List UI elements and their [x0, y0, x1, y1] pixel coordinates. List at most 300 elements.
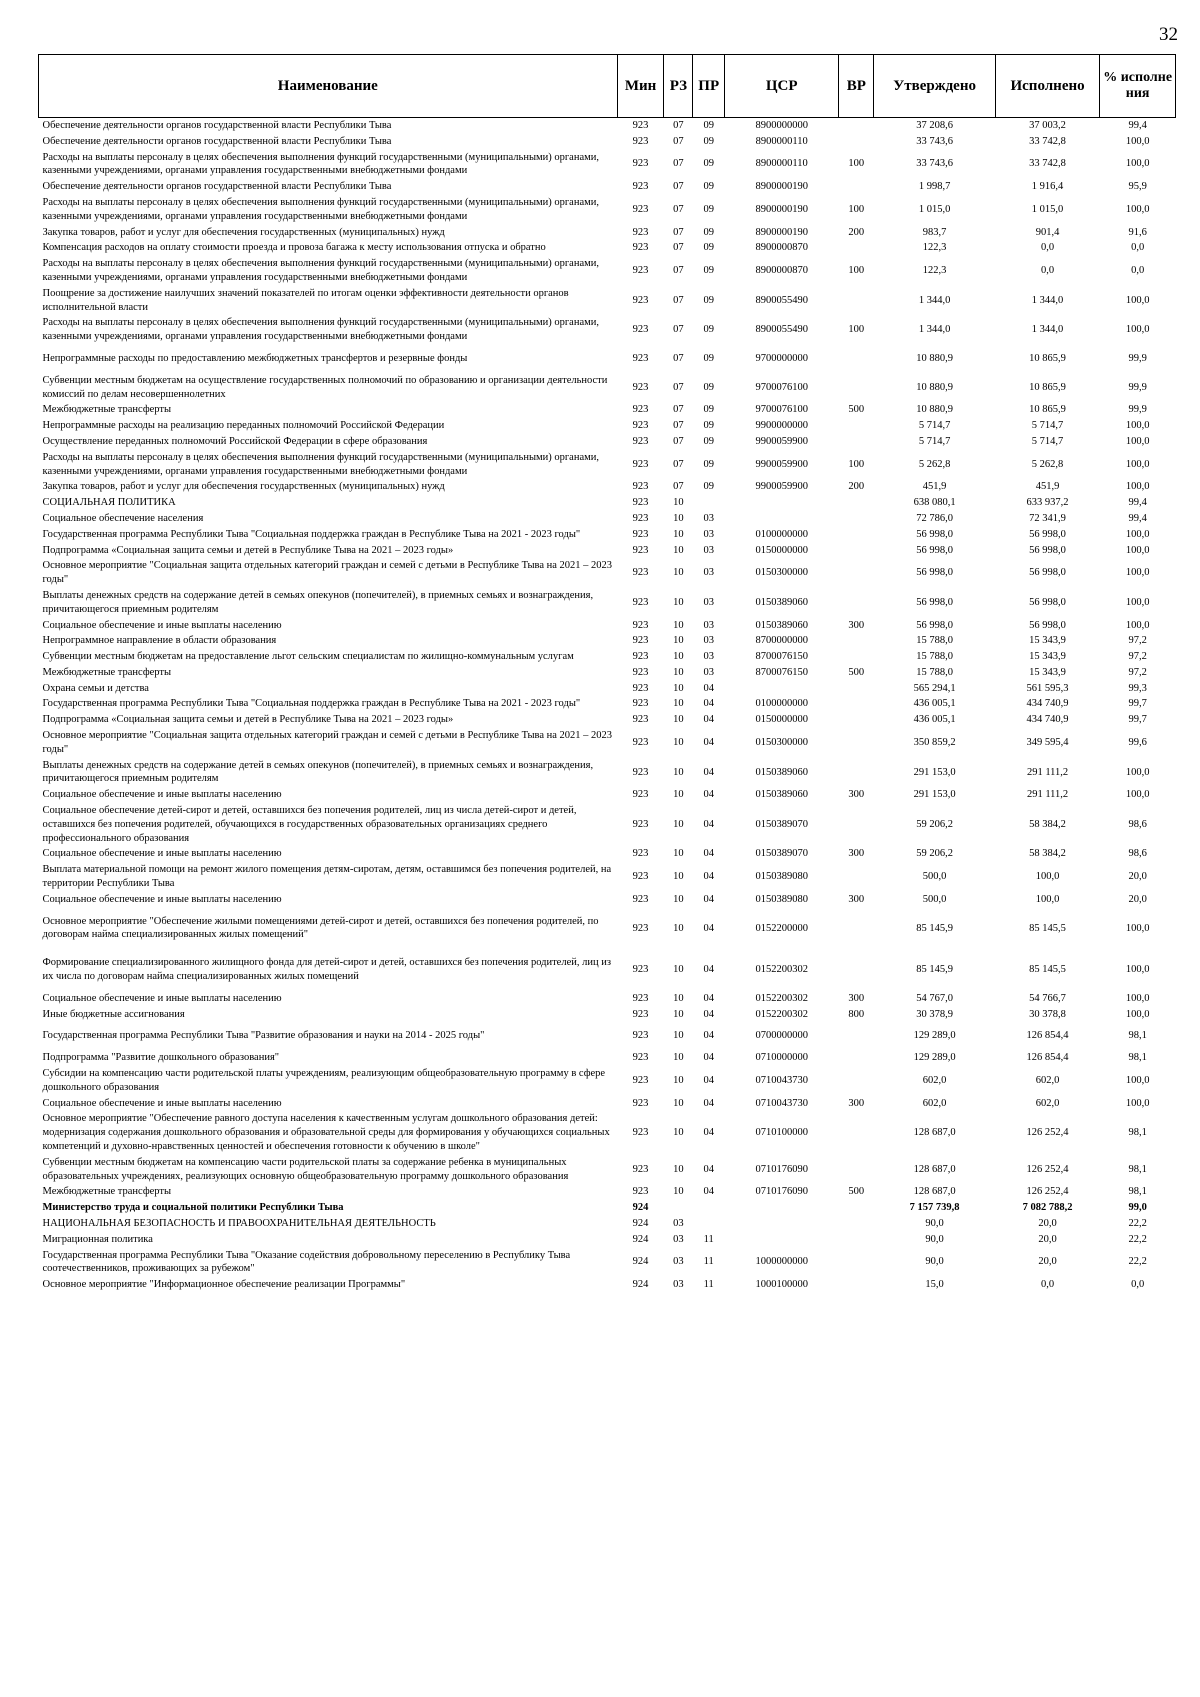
- row-pr: 04: [703, 848, 714, 860]
- row-approved: 90,0: [925, 1217, 944, 1229]
- row-pr: 04: [703, 922, 714, 934]
- row-executed: 126 252,4: [1026, 1127, 1069, 1139]
- row-approved: 15 788,0: [916, 666, 953, 678]
- row-percent: 100,0: [1125, 789, 1150, 801]
- row-csr: 0152200302: [755, 1008, 808, 1020]
- row-min: 923: [632, 1052, 649, 1064]
- row-csr: 0710100000: [755, 1127, 808, 1139]
- row-csr: 8900000870: [755, 242, 808, 254]
- row-vr: [839, 373, 874, 403]
- row-min: 923: [632, 544, 649, 556]
- row-name: Закупка товаров, работ и услуг для обеспечения государственных (муниципальных) нужд: [42, 481, 445, 493]
- row-csr: 0150000000: [755, 714, 808, 726]
- row-pr: 09: [703, 324, 714, 336]
- row-min: 923: [632, 381, 649, 393]
- row-approved: 15 788,0: [916, 651, 953, 663]
- row-name: Государственная программа Республики Тыва "Социальная поддержка граждан в Республике Тыва на 2021 - 2023 годы": [42, 698, 581, 710]
- row-csr: 0150300000: [755, 567, 808, 579]
- col-header-name: Наименование: [39, 55, 618, 118]
- row-vr: 200: [848, 481, 865, 493]
- row-percent: 99,7: [1128, 698, 1147, 710]
- table-row: [39, 315, 1176, 345]
- row-executed: 72 341,9: [1029, 512, 1066, 524]
- row-executed: 5 262,8: [1031, 458, 1064, 470]
- table-row: [39, 681, 1176, 697]
- row-pr: 04: [703, 1127, 714, 1139]
- row-csr: 8900000190: [755, 181, 808, 193]
- row-rz: 03: [673, 1279, 684, 1291]
- row-rz: 03: [673, 1217, 684, 1229]
- row-min: 923: [632, 1097, 649, 1109]
- table-row: [39, 118, 1176, 134]
- table-row: [39, 195, 1176, 225]
- row-percent: 100,0: [1125, 420, 1150, 432]
- row-name: Поощрение за достижение наилучших значений показателей по итогам оценки эффективности деятельности органов исполнительной власти: [42, 287, 569, 313]
- row-name: СОЦИАЛЬНАЯ ПОЛИТИКА: [42, 497, 176, 509]
- table-row: [39, 286, 1176, 316]
- row-rz: 10: [673, 666, 684, 678]
- table-row: [39, 1155, 1176, 1185]
- row-pr: 09: [703, 481, 714, 493]
- row-csr: [725, 1216, 839, 1232]
- row-pr: 04: [703, 818, 714, 830]
- row-name: Социальное обеспечение и иные выплаты населению: [42, 1097, 282, 1109]
- row-approved: 37 208,6: [874, 118, 995, 134]
- row-executed: 7 082 788,2: [1022, 1202, 1073, 1214]
- table-row: [39, 240, 1176, 256]
- row-pr: 04: [703, 1030, 714, 1042]
- row-percent: 98,1: [1128, 1030, 1147, 1042]
- row-name: Выплата материальной помощи на ремонт жилого помещения детям-сиротам, детям, оставшимся без попечения родителей, на территории Республики Тыва: [42, 864, 612, 890]
- row-min: 923: [632, 1186, 649, 1198]
- row-executed: 56 998,0: [1029, 544, 1066, 556]
- row-min: 923: [632, 818, 649, 830]
- row-approved: 10 880,9: [916, 404, 953, 416]
- row-executed: 56 998,0: [1029, 596, 1066, 608]
- row-csr: 0150389060: [755, 596, 808, 608]
- row-executed: 434 740,9: [1026, 714, 1069, 726]
- row-approved: 122,3: [922, 265, 947, 277]
- page-number: 32: [1159, 24, 1178, 45]
- row-approved: 291 153,0: [913, 766, 956, 778]
- row-min: 923: [632, 435, 649, 447]
- table-row: [39, 225, 1176, 241]
- row-executed: 85 145,5: [1029, 922, 1066, 934]
- col-header-rz: РЗ: [664, 55, 693, 118]
- row-csr: 0710176090: [755, 1163, 808, 1175]
- row-min: 923: [632, 352, 649, 364]
- row-vr: 800: [848, 1008, 865, 1020]
- row-rz: [664, 1200, 693, 1216]
- table-row: [39, 1022, 1176, 1050]
- row-vr: 300: [848, 893, 865, 905]
- row-rz: 10: [673, 1030, 684, 1042]
- row-percent: 98,1: [1128, 1127, 1147, 1139]
- row-rz: 10: [673, 1163, 684, 1175]
- row-pr: 11: [703, 1279, 714, 1291]
- row-rz: 03: [673, 1233, 684, 1245]
- row-csr: 9900000000: [755, 420, 808, 432]
- row-min: 923: [632, 1163, 649, 1175]
- row-executed: 901,4: [1035, 226, 1060, 238]
- row-csr: 0150389080: [755, 871, 808, 883]
- row-vr: [839, 345, 874, 373]
- table-row: [39, 402, 1176, 418]
- row-csr: 0100000000: [755, 698, 808, 710]
- row-name: Иные бюджетные ассигнования: [42, 1008, 185, 1020]
- row-vr: 100: [848, 158, 865, 170]
- row-percent: 98,6: [1128, 848, 1147, 860]
- row-executed: 10 865,9: [1029, 352, 1066, 364]
- row-percent: 100,0: [1125, 567, 1150, 579]
- row-percent: 100,0: [1125, 992, 1150, 1004]
- row-approved: 7 157 739,8: [909, 1202, 960, 1214]
- row-approved: 85 145,9: [916, 922, 953, 934]
- col-header-percent: % исполне ния: [1100, 55, 1176, 118]
- row-name: Межбюджетные трансферты: [42, 666, 172, 678]
- row-name: Осуществление переданных полномочий Российской Федерации в сфере образования: [42, 435, 428, 447]
- row-executed: 56 998,0: [1029, 619, 1066, 631]
- row-min: 923: [632, 567, 649, 579]
- row-approved: 436 005,1: [913, 698, 956, 710]
- row-rz: 07: [673, 420, 684, 432]
- row-percent: 100,0: [1125, 544, 1150, 556]
- row-name: Социальное обеспечение и иные выплаты населению: [42, 893, 282, 905]
- row-percent: 99,9: [1128, 404, 1147, 416]
- row-csr: 0710043730: [755, 1097, 808, 1109]
- row-vr: [839, 712, 874, 728]
- row-min: 923: [632, 848, 649, 860]
- row-csr: 0152200302: [755, 992, 808, 1004]
- row-percent: 99,9: [1128, 352, 1147, 364]
- row-csr: 0150300000: [755, 736, 808, 748]
- row-executed: 37 003,2: [995, 118, 1099, 134]
- row-pr: 03: [703, 666, 714, 678]
- row-min: 923: [632, 481, 649, 493]
- row-pr: 11: [703, 1256, 714, 1268]
- row-executed: 0,0: [1040, 265, 1055, 277]
- row-pr: 09: [703, 226, 714, 238]
- row-percent: 98,6: [1128, 818, 1147, 830]
- row-vr: 100: [848, 203, 865, 215]
- table-row: [39, 1007, 1176, 1023]
- row-min: 924: [632, 1233, 649, 1245]
- row-executed: 20,0: [1038, 1233, 1057, 1245]
- row-approved: 56 998,0: [916, 567, 953, 579]
- row-vr: [839, 1155, 874, 1185]
- row-csr: [725, 495, 839, 511]
- row-name: Социальное обеспечение и иные выплаты населению: [42, 619, 282, 631]
- row-approved: 983,7: [922, 226, 947, 238]
- row-pr: 04: [703, 698, 714, 710]
- row-csr: 9900059900: [755, 458, 808, 470]
- row-pr: 09: [703, 435, 714, 447]
- row-vr: [839, 649, 874, 665]
- row-pr: [693, 1216, 725, 1232]
- row-pr: 03: [703, 619, 714, 631]
- row-executed: 434 740,9: [1026, 698, 1069, 710]
- row-percent: 22,2: [1128, 1217, 1147, 1229]
- row-name: Подпрограмма «Социальная защита семьи и детей в Республике Тыва на 2021 – 2023 годы»: [42, 714, 454, 726]
- table-body: [39, 118, 1176, 1293]
- row-percent: 100,0: [1125, 435, 1150, 447]
- table-row: [39, 803, 1176, 846]
- row-name: Основное мероприятие "Обеспечение жилыми помещениями детей-сирот и детей, оставшихся без попечения родителей, по договорам найма специализированных жилых помещений": [42, 915, 599, 941]
- row-vr: [839, 558, 874, 588]
- row-approved: 56 998,0: [916, 619, 953, 631]
- table-row: [39, 558, 1176, 588]
- table-row: [39, 418, 1176, 434]
- row-percent: 97,2: [1128, 651, 1147, 663]
- row-rz: 07: [673, 294, 684, 306]
- row-percent: 20,0: [1128, 871, 1147, 883]
- row-executed: 5 714,7: [1031, 435, 1064, 447]
- row-approved: 350 859,2: [913, 736, 956, 748]
- row-executed: 1 344,0: [1031, 324, 1064, 336]
- row-rz: 10: [673, 567, 684, 579]
- row-min: 923: [632, 635, 649, 647]
- row-vr: 500: [848, 404, 865, 416]
- table-row: [39, 991, 1176, 1007]
- row-pr: 09: [703, 203, 714, 215]
- row-csr: 1000100000: [755, 1279, 808, 1291]
- row-percent: 100,0: [1125, 766, 1150, 778]
- row-rz: 10: [673, 714, 684, 726]
- row-percent: 100,0: [1125, 1097, 1150, 1109]
- row-csr: 8900000000: [725, 118, 839, 134]
- table-row: [39, 373, 1176, 403]
- row-executed: 100,0: [1035, 871, 1060, 883]
- table-row: [39, 511, 1176, 527]
- row-csr: 0150389060: [755, 619, 808, 631]
- row-name: Расходы на выплаты персоналу в целях обеспечения выполнения функций государственными (муниципальными) органами, казенными учреждениями, органами управления государственными внебюджетными фондами: [42, 196, 600, 222]
- table-row: [39, 758, 1176, 788]
- row-executed: 33 742,8: [1029, 158, 1066, 170]
- row-approved: 436 005,1: [913, 714, 956, 726]
- row-percent: 100,0: [1125, 324, 1150, 336]
- row-percent: 98,1: [1128, 1186, 1147, 1198]
- row-executed: 602,0: [1035, 1097, 1060, 1109]
- row-executed: 15 343,9: [1029, 635, 1066, 647]
- row-rz: 07: [673, 242, 684, 254]
- row-percent: 97,2: [1128, 635, 1147, 647]
- row-approved: 10 880,9: [916, 352, 953, 364]
- row-executed: 54 766,7: [1029, 992, 1066, 1004]
- row-rz: 10: [673, 544, 684, 556]
- row-executed: 10 865,9: [1029, 381, 1066, 393]
- row-name: Выплаты денежных средств на содержание детей в семьях опекунов (попечителей), в приемных семьях и вознаграждения, причитающегося приемным родителям: [42, 759, 594, 785]
- row-executed: 85 145,5: [1029, 964, 1066, 976]
- row-approved: 30 378,9: [916, 1008, 953, 1020]
- row-approved: 10 880,9: [916, 381, 953, 393]
- row-pr: 04: [703, 714, 714, 726]
- row-min: 923: [632, 512, 649, 524]
- row-vr: 300: [848, 789, 865, 801]
- row-pr: 04: [703, 766, 714, 778]
- row-rz: 10: [673, 922, 684, 934]
- row-approved: 59 206,2: [916, 848, 953, 860]
- table-row: [39, 633, 1176, 649]
- row-csr: 8900000190: [755, 226, 808, 238]
- row-vr: 500: [848, 666, 865, 678]
- row-csr: 1000000000: [755, 1256, 808, 1268]
- row-min: 923: [632, 698, 649, 710]
- row-pr: 04: [703, 964, 714, 976]
- row-min: 923: [632, 964, 649, 976]
- row-min: 923: [632, 766, 649, 778]
- row-csr: 0152200000: [755, 922, 808, 934]
- row-vr: [839, 1277, 874, 1293]
- row-rz: 10: [673, 1127, 684, 1139]
- row-csr: 8900000110: [755, 158, 808, 170]
- row-executed: 1 916,4: [1031, 181, 1064, 193]
- table-row: [39, 1200, 1176, 1216]
- row-min: 923: [632, 158, 649, 170]
- row-vr: [839, 511, 874, 527]
- row-vr: 500: [848, 1186, 865, 1198]
- row-csr: 8900000110: [755, 135, 808, 147]
- row-percent: 0,0: [1131, 242, 1145, 254]
- row-approved: 638 080,1: [913, 497, 956, 509]
- row-approved: 72 786,0: [916, 512, 953, 524]
- row-executed: 10 865,9: [1029, 404, 1066, 416]
- table-row: [39, 1277, 1176, 1293]
- row-csr: 0100000000: [755, 528, 808, 540]
- col-header-approved: Утверждено: [874, 55, 995, 118]
- row-percent: 100,0: [1125, 596, 1150, 608]
- row-vr: [839, 803, 874, 846]
- row-approved: 15 788,0: [916, 635, 953, 647]
- row-vr: [839, 118, 874, 134]
- row-name: Министерство труда и социальной политики Республики Тыва: [42, 1202, 344, 1214]
- row-vr: [839, 696, 874, 712]
- table-row: [39, 787, 1176, 803]
- row-rz: 10: [673, 736, 684, 748]
- row-pr: 03: [703, 651, 714, 663]
- row-min: 923: [617, 118, 664, 134]
- table-row: [39, 949, 1176, 991]
- row-name: НАЦИОНАЛЬНАЯ БЕЗОПАСНОСТЬ И ПРАВООХРАНИТЕЛЬНАЯ ДЕЯТЕЛЬНОСТЬ: [42, 1217, 436, 1229]
- row-vr: [839, 758, 874, 788]
- row-min: 923: [632, 871, 649, 883]
- row-rz: 10: [673, 651, 684, 663]
- row-min: 923: [632, 789, 649, 801]
- row-name: Межбюджетные трансферты: [42, 404, 172, 416]
- row-name: Обеспечение деятельности органов государственной власти Республики Тыва: [42, 181, 392, 193]
- table-row: [39, 527, 1176, 543]
- table-row: [39, 618, 1176, 634]
- row-name: Основное мероприятие "Социальная защита отдельных категорий граждан и семей с детьми в Республике Тыва на 2021 – 2023 годы": [42, 730, 613, 755]
- row-percent: 20,0: [1128, 893, 1147, 905]
- row-percent: 99,7: [1128, 714, 1147, 726]
- row-approved: 129 289,0: [913, 1030, 956, 1042]
- row-executed: 561 595,3: [1026, 682, 1069, 694]
- row-rz: 10: [673, 512, 684, 524]
- table-header-row: [39, 55, 1176, 118]
- row-csr: 8700076150: [755, 651, 808, 663]
- row-pr: 04: [703, 1163, 714, 1175]
- row-rz: 07: [673, 158, 684, 170]
- row-vr: 100: [848, 458, 865, 470]
- table-row: [39, 150, 1176, 180]
- row-name: Межбюджетные трансферты: [42, 1186, 172, 1198]
- row-pr: 09: [703, 458, 714, 470]
- row-percent: 99,0: [1128, 1202, 1147, 1214]
- row-approved: 33 743,6: [916, 135, 953, 147]
- row-name: Непрограммное направление в области образования: [42, 635, 277, 647]
- row-pr: 04: [703, 1097, 714, 1109]
- table-row: [39, 862, 1176, 892]
- row-name: Социальное обеспечение и иные выплаты населению: [42, 789, 282, 801]
- row-rz: 10: [673, 497, 684, 509]
- row-name: Непрограммные расходы по предоставлению межбюджетных трансфертов и резервные фонды: [42, 352, 468, 364]
- row-rz: 10: [673, 1186, 684, 1198]
- row-approved: 128 687,0: [913, 1186, 956, 1198]
- row-executed: 291 111,2: [1026, 789, 1069, 801]
- row-name: Государственная программа Республики Тыва "Социальная поддержка граждан в Республике Тыва на 2021 - 2023 годы": [42, 528, 581, 540]
- row-pr: 09: [703, 352, 714, 364]
- row-executed: 291 111,2: [1026, 766, 1069, 778]
- row-executed: 56 998,0: [1029, 567, 1066, 579]
- table-row: [39, 256, 1176, 286]
- row-rz: 10: [673, 871, 684, 883]
- row-min: 923: [632, 1127, 649, 1139]
- table-row: [39, 696, 1176, 712]
- row-executed: 126 252,4: [1026, 1163, 1069, 1175]
- row-percent: 100,0: [1125, 619, 1150, 631]
- row-rz: 07: [673, 135, 684, 147]
- row-approved: 602,0: [922, 1074, 947, 1086]
- row-executed: 58 384,2: [1029, 848, 1066, 860]
- row-pr: 03: [703, 512, 714, 524]
- row-pr: 11: [703, 1233, 714, 1245]
- row-executed: 15 343,9: [1029, 666, 1066, 678]
- row-approved: 500,0: [922, 871, 947, 883]
- row-pr: 09: [703, 181, 714, 193]
- row-pr: 03: [703, 528, 714, 540]
- row-approved: 56 998,0: [916, 596, 953, 608]
- row-pr: 03: [703, 544, 714, 556]
- row-min: 923: [632, 596, 649, 608]
- row-min: 923: [632, 226, 649, 238]
- row-vr: 200: [848, 226, 865, 238]
- row-approved: 59 206,2: [916, 818, 953, 830]
- row-executed: 58 384,2: [1029, 818, 1066, 830]
- row-percent: 98,1: [1128, 1163, 1147, 1175]
- row-vr: [839, 681, 874, 697]
- row-vr: [839, 1248, 874, 1278]
- row-vr: [839, 134, 874, 150]
- row-approved: 129 289,0: [913, 1052, 956, 1064]
- row-min: 923: [632, 992, 649, 1004]
- row-rz: 10: [673, 1008, 684, 1020]
- row-approved: 602,0: [922, 1097, 947, 1109]
- col-header-pr: ПР: [693, 55, 725, 118]
- table-row: [39, 1216, 1176, 1232]
- row-executed: 349 595,4: [1026, 736, 1069, 748]
- table-row: [39, 134, 1176, 150]
- row-name: Социальное обеспечение детей-сирот и детей, оставшихся без попечения родителей, лиц из числа детей-сирот и детей, оставшихся без попечения родителей, обучающихся в государственных образовательных организациях среднего профессионального образования: [42, 805, 577, 844]
- row-name: Субвенции местным бюджетам на компенсацию части родительской платы за содержание ребенка в муниципальных образовательных учреждениях, реализующих основную общеобразовательную программу дошкольного образования: [42, 1156, 569, 1182]
- row-pr: 09: [703, 381, 714, 393]
- row-percent: 99,4: [1128, 497, 1147, 509]
- row-min: 923: [632, 619, 649, 631]
- row-percent: 95,9: [1128, 181, 1147, 193]
- row-vr: 100: [848, 265, 865, 277]
- row-csr: 0150389060: [755, 766, 808, 778]
- row-pr: 03: [703, 635, 714, 647]
- row-name: Государственная программа Республики Тыва "Развитие образования и науки на 2014 - 2025 годы": [42, 1030, 485, 1042]
